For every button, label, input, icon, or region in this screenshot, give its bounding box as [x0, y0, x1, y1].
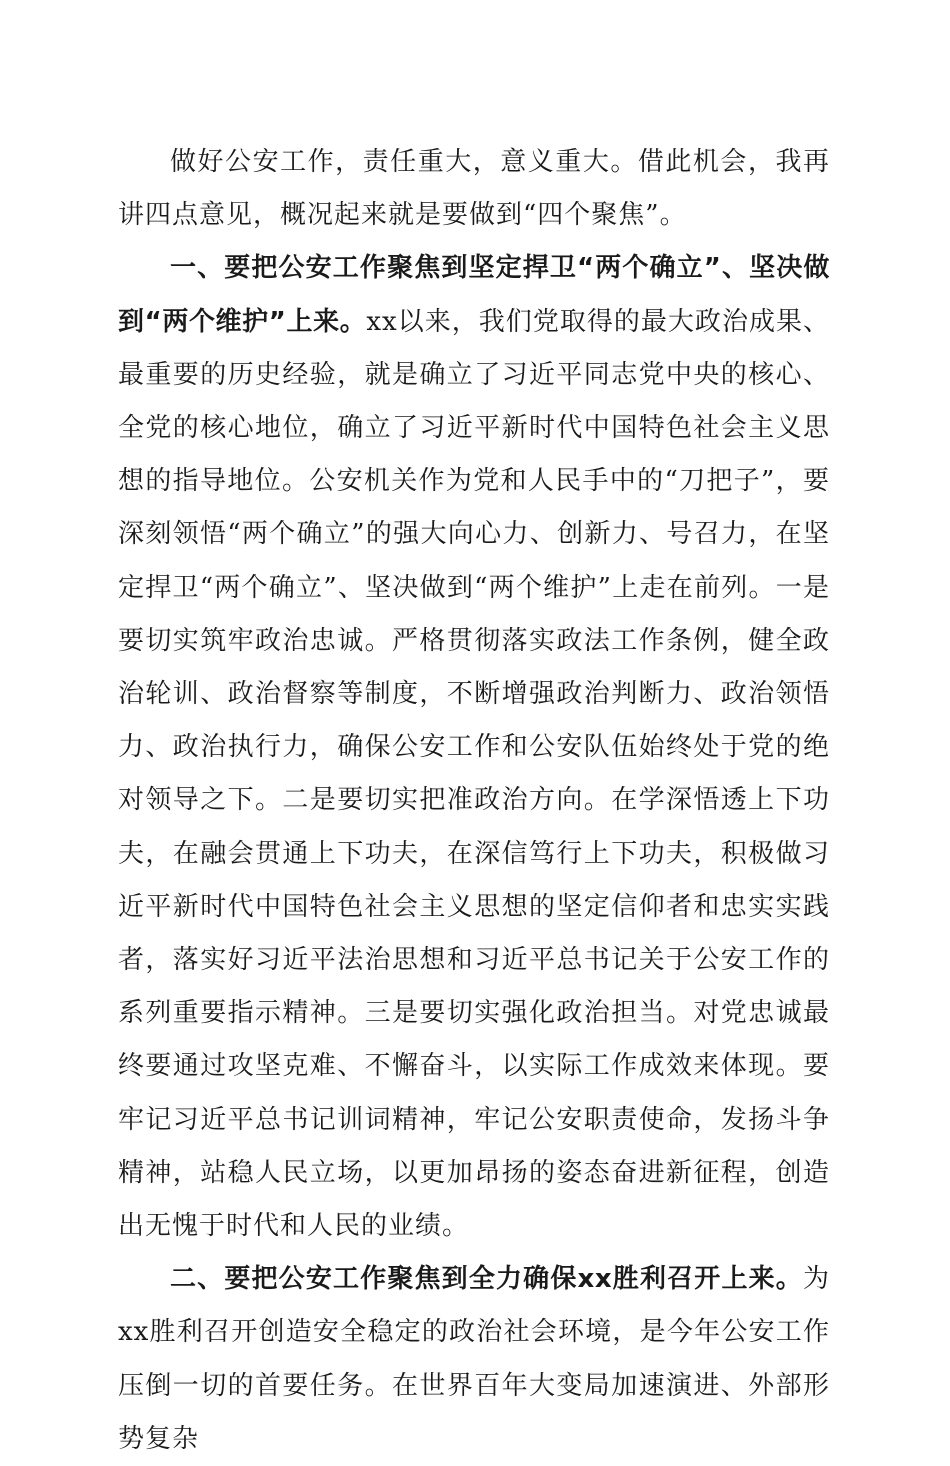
- paragraph-body: 做好公安工作，责任重大，意义重大。借此机会，我再讲四点意见，概况起来就是要做到“四个聚焦”。: [118, 147, 830, 231]
- document-body: [118, 136, 830, 1466]
- section-heading: 二、要把公安工作聚焦到全力确保xx胜利召开上来。: [170, 1264, 803, 1295]
- paragraph-body: xx以来，我们党取得的最大政治成果、最重要的历史经验，就是确立了习近平同志党中央的核心、全党的核心地位，确立了习近平新时代中国特色社会主义思想的指导地位。公安机关作为党和人民手中的“刀把子”，要深刻领悟“两个确立”的强大向心力、创新力、号召力，在坚定捍卫“两个确立”、坚决做到“两个维护”上走在前列。一是要切实筑牢政治忠诚。严格贯彻落实政法工作条例，健全政治轮训、政治督察等制度，不断增强政治判断力、政治领悟力、政治执行力，确保公安工作和公安队伍始终处于党的绝对领导之下。二是要切实把准政治方向。在学深悟透上下功夫，在融会贯通上下功夫，在深信笃行上下功夫，积极做习近平新时代中国特色社会主义思想的坚定信仰者和忠实实践者，落实好习近平法治思想和习近平总书记关于公安工作的系列重要指示精神。三是要切实强化政治担当。对党忠诚最终要通过攻坚克难、不懈奋斗，以实际工作成效来体现。要牢记习近平总书记训词精神，牢记公安职责使命，发扬斗争精神，站稳人民立场，以更加昂扬的姿态奋进新征程，创造出无愧于时代和人民的业绩。: [118, 306, 830, 1242]
- paragraph-intro: [118, 136, 830, 242]
- section-heading: 一、要把公安工作聚焦到坚定捍卫“两个确立”、坚决做到“两个维护”上来。: [118, 253, 830, 337]
- paragraph-section-two: [118, 1253, 830, 1466]
- paragraph-body: 为xx胜利召开创造安全稳定的政治社会环境，是今年公安工作压倒一切的首要任务。在世界百年大变局加速演进、外部形势复杂: [118, 1264, 830, 1454]
- paragraph-section-one: [118, 242, 830, 1253]
